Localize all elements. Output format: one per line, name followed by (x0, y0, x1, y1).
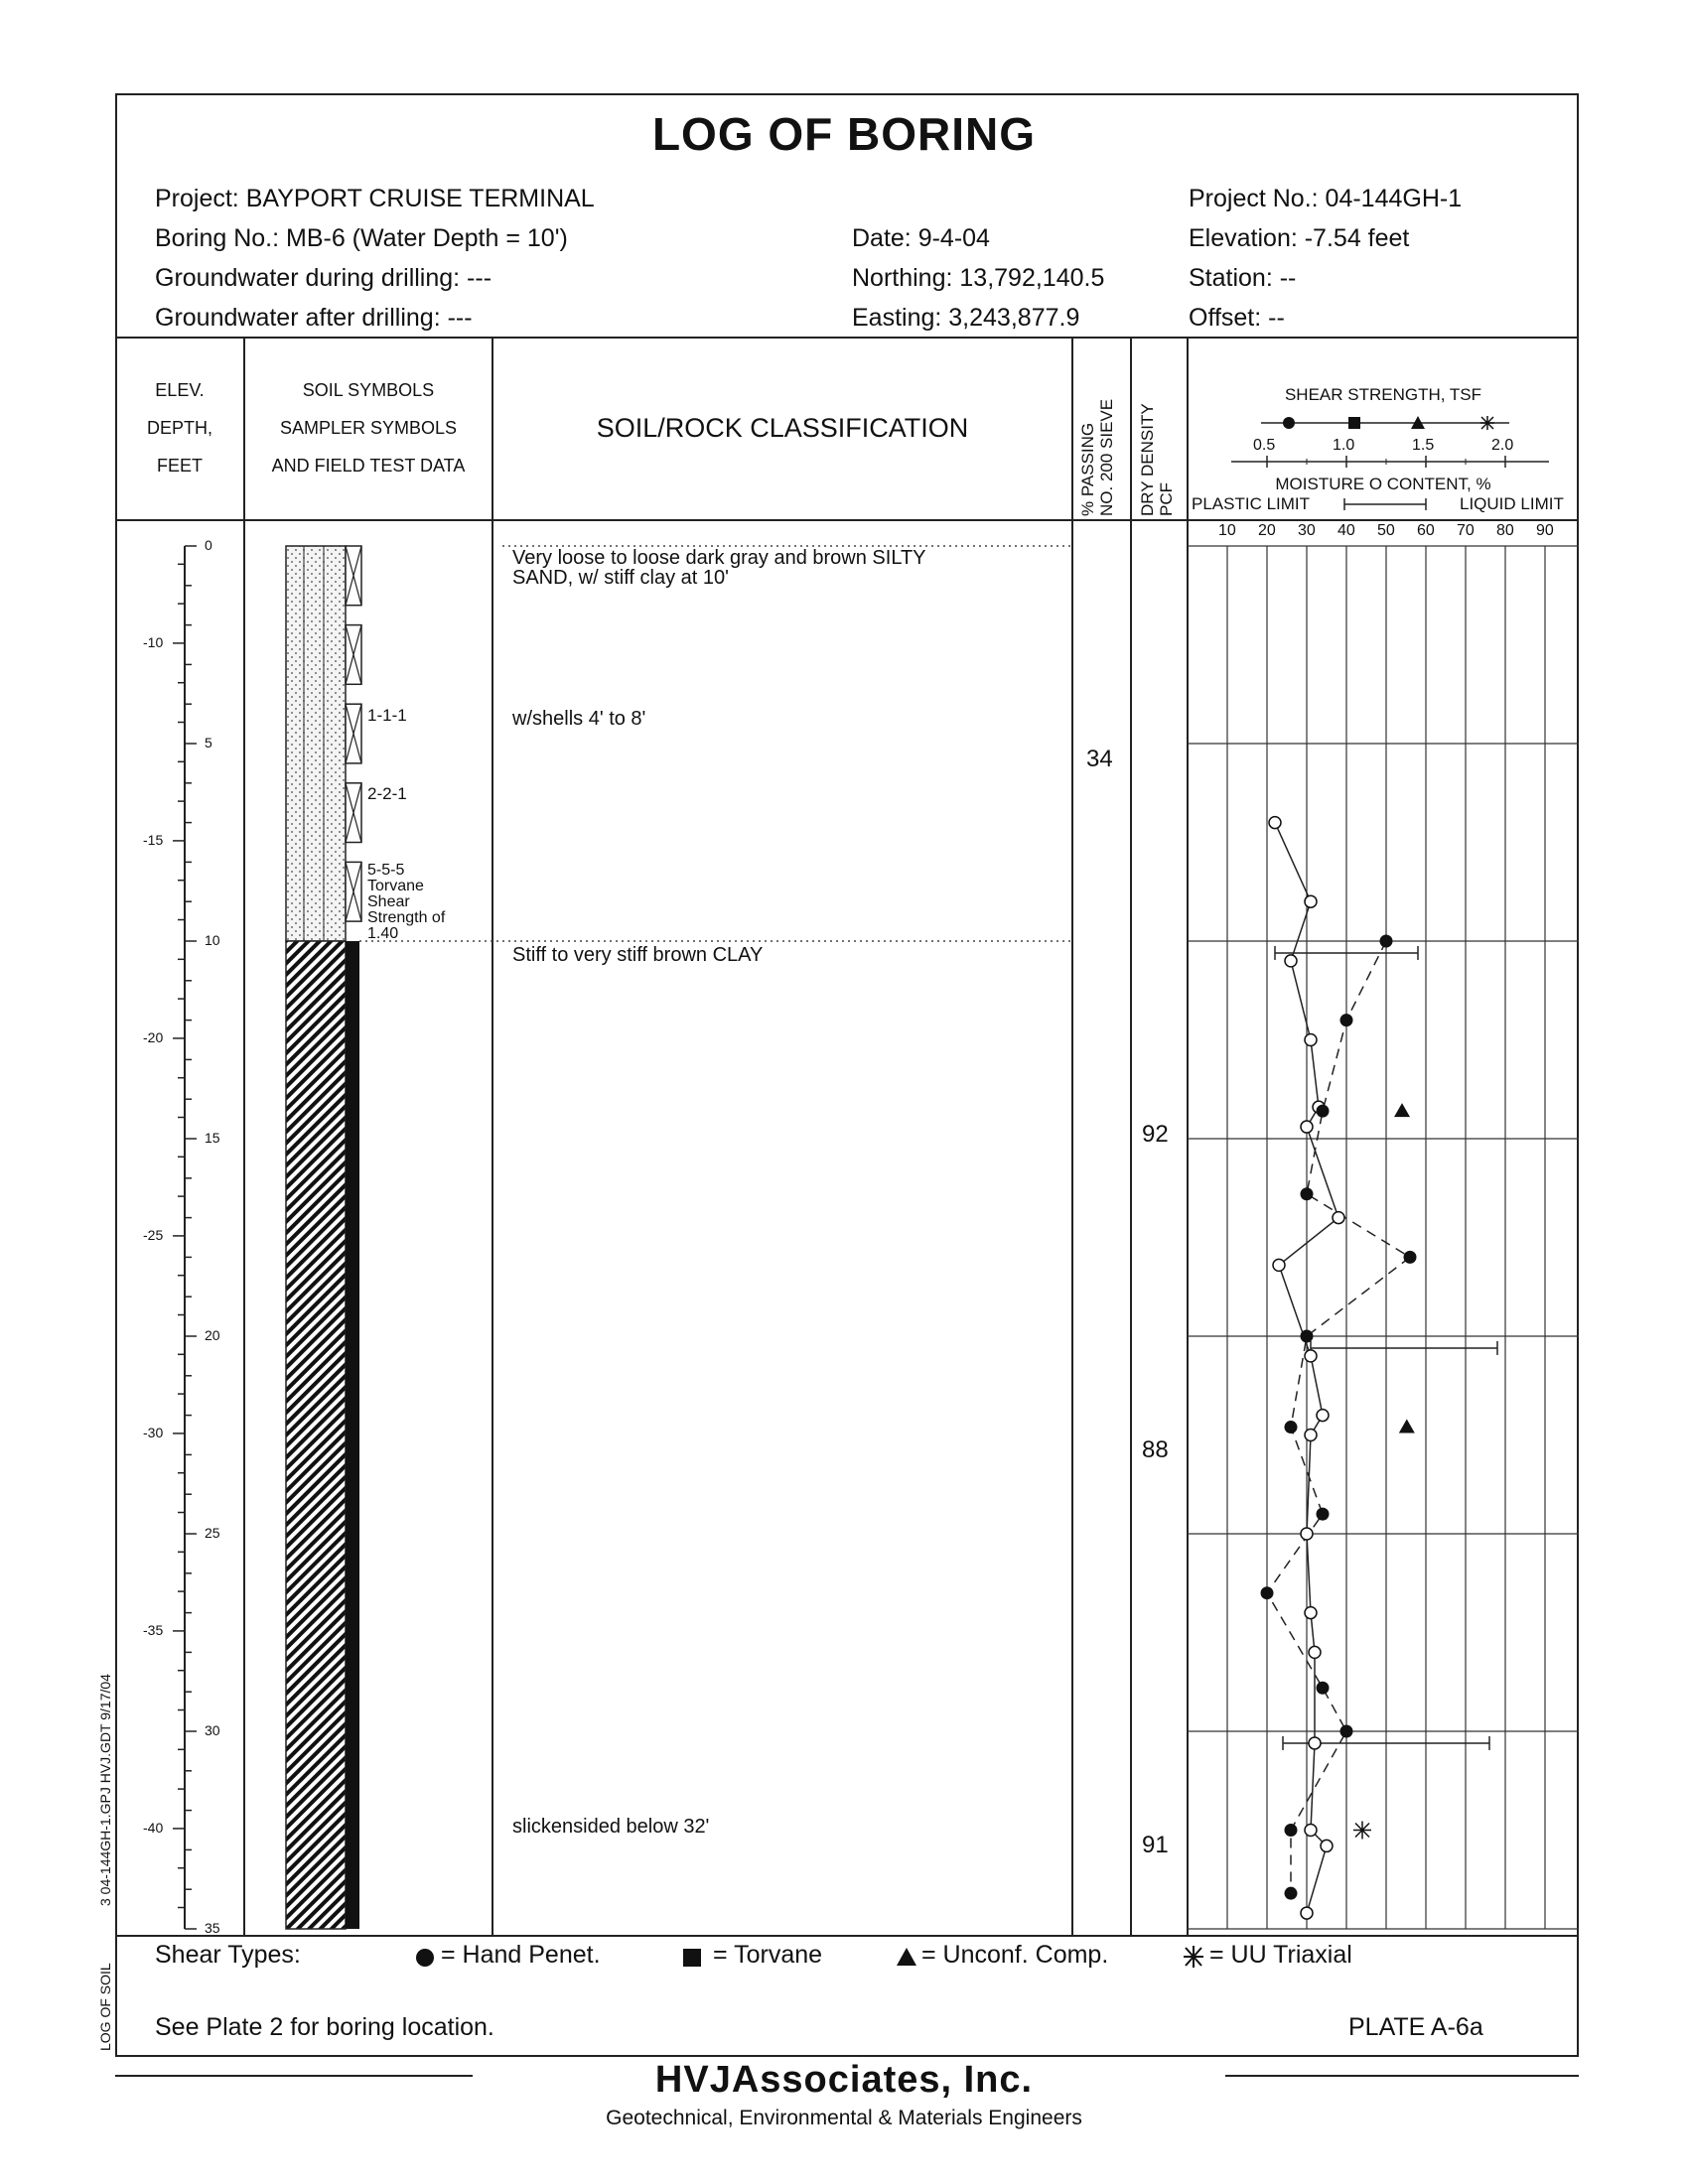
legend-hand-penet: = Hand Penet. (441, 1941, 601, 1969)
page-title: LOG OF BORING (651, 108, 1037, 160)
shear-tick-1: 1.0 (1333, 437, 1355, 454)
hand-penetrometer-point (1317, 1508, 1330, 1521)
hand-penetrometer-point (1317, 1682, 1330, 1695)
symbols-header (244, 371, 492, 484)
elevation: Elevation: -7.54 feet (1189, 224, 1410, 252)
depth-label: 15 (205, 1130, 220, 1146)
slickensided-note: slickensided below 32' (512, 1816, 710, 1838)
uu-legend-asterisk (1480, 416, 1494, 430)
moisture-tick-label: 90 (1536, 522, 1554, 539)
offset: Offset: -- (1189, 304, 1285, 332)
moisture-tick-label: 10 (1218, 522, 1236, 539)
elev-header-line2: DEPTH, (146, 418, 212, 438)
moisture-tick-label: 40 (1337, 522, 1355, 539)
elevation-label: -20 (143, 1028, 164, 1045)
shear-strength-title: SHEAR STRENGTH, TSF (1284, 385, 1482, 404)
moisture-point (1305, 1825, 1317, 1837)
groundwater-during: Groundwater during drilling: --- (155, 264, 492, 292)
project-name: Project: BAYPORT CRUISE TERMINAL (155, 185, 595, 212)
dry-density-value: 88 (1142, 1436, 1169, 1464)
station: Station: -- (1189, 264, 1297, 292)
clay-sampler-bar (346, 941, 359, 1929)
moisture-tick-label: 70 (1457, 522, 1475, 539)
elevation-label: -25 (143, 1226, 164, 1243)
hand-penetrometer-point (1340, 1014, 1353, 1026)
plate-number: PLATE A-6a (1348, 2013, 1483, 2041)
moisture-point (1301, 1528, 1313, 1540)
depth-label: 5 (205, 735, 212, 751)
moisture-point (1273, 1259, 1285, 1271)
moisture-point (1301, 1907, 1313, 1919)
boring-location-note: See Plate 2 for boring location. (155, 2013, 494, 2041)
layer1-line2: SAND, w/ stiff clay at 10' (512, 567, 729, 589)
company-tagline: Geotechnical, Environmental & Materials Engineers (606, 2107, 1082, 2129)
moisture-tick-label: 30 (1298, 522, 1316, 539)
depth-label: 0 (205, 537, 212, 553)
legend-torvane: = Torvane (713, 1941, 823, 1969)
moisture-point (1333, 1212, 1344, 1224)
moisture-tick-label: 60 (1417, 522, 1435, 539)
dry-density-value: 92 (1142, 1121, 1169, 1148)
depth-label: 10 (205, 932, 220, 948)
density-header-line2: PCF (1157, 482, 1176, 516)
depth-label: 25 (205, 1525, 220, 1541)
elev-header-line3: FEET (156, 456, 203, 476)
hand-penetrometer-point (1285, 1824, 1298, 1837)
unconfined-compression-point (1399, 1420, 1415, 1433)
shear-tick-0: 0.5 (1253, 437, 1276, 454)
moisture-point (1285, 955, 1297, 967)
classification-header: SOIL/ROCK CLASSIFICATION (596, 413, 969, 443)
depth-label: 35 (205, 1920, 220, 1936)
moisture-point (1305, 1350, 1317, 1362)
hand-penetrometer-point (1380, 935, 1393, 948)
northing: Northing: 13,792,140.5 (852, 264, 1105, 292)
hand-penetrometer-line (1267, 941, 1410, 1893)
layer1-line1: Very loose to loose dark gray and brown SILTY (512, 547, 926, 569)
layer2-description: Stiff to very stiff brown CLAY (512, 944, 764, 966)
depth-label: 20 (205, 1327, 220, 1343)
depth-label: 30 (205, 1722, 220, 1738)
shells-note: w/shells 4' to 8' (512, 708, 646, 730)
moisture-point (1305, 1430, 1317, 1441)
moisture-point (1269, 817, 1281, 829)
boring-date: Date: 9-4-04 (852, 224, 990, 252)
layer1-description (512, 548, 926, 588)
uu-triaxial-point (1353, 1822, 1371, 1840)
uu-triaxial-icon (1184, 1946, 1203, 1968)
moisture-tick-label: 20 (1258, 522, 1276, 539)
hand-penetrometer-point (1301, 1187, 1314, 1200)
groundwater-after: Groundwater after drilling: --- (155, 304, 473, 332)
boring-number: Boring No.: MB-6 (Water Depth = 10') (155, 224, 568, 252)
shear-tick-2: 1.5 (1412, 437, 1435, 454)
hand-penetrometer-point (1261, 1586, 1274, 1599)
field-test-3 (367, 863, 445, 942)
field-test-2: 2-2-1 (367, 784, 407, 803)
field-test-3-line4: Strength of (367, 909, 446, 926)
hand-penetrometer-point (1317, 1105, 1330, 1118)
elev-depth-header (115, 371, 244, 484)
elevation-label: -30 (143, 1424, 164, 1440)
clay-symbol (286, 941, 346, 1929)
elevation-label: -35 (143, 1621, 164, 1638)
hand-penetrometer-point (1340, 1725, 1353, 1738)
sidebar-file-info: 3 04-144GH-1.GPJ HVJ.GDT 9/17/04 (97, 1674, 113, 1906)
moisture-tick-label: 50 (1377, 522, 1395, 539)
legend-uu-triaxial: = UU Triaxial (1209, 1941, 1352, 1969)
moisture-point (1301, 1121, 1313, 1133)
moisture-point (1317, 1410, 1329, 1422)
dry-density-value: 91 (1142, 1832, 1169, 1859)
passing-header-line1: % PASSING (1078, 422, 1097, 516)
hand-penetrometer-point (1285, 1887, 1298, 1900)
symbols-header-line3: AND FIELD TEST DATA (271, 456, 466, 476)
passing-header-line2: NO. 200 SIEVE (1097, 398, 1116, 516)
field-test-1: 1-1-1 (367, 706, 407, 725)
hand-penetrometer-point (1285, 1421, 1298, 1433)
moisture-point (1309, 1737, 1321, 1749)
hand-penet-icon (416, 1949, 434, 1967)
symbols-header-line1: SOIL SYMBOLS (302, 380, 435, 400)
legend-unconf-comp: = Unconf. Comp. (921, 1941, 1109, 1969)
symbols-header-line2: SAMPLER SYMBOLS (279, 418, 458, 438)
field-test-3-line3: Shear (367, 893, 410, 910)
sidebar-log-label: LOG OF SOIL (97, 1963, 113, 2051)
elevation-label: -10 (143, 633, 164, 650)
moisture-point (1309, 1646, 1321, 1658)
passing-value: 34 (1086, 745, 1113, 772)
field-test-3-line5: 1.40 (367, 925, 399, 942)
project-number: Project No.: 04-144GH-1 (1189, 185, 1463, 212)
shear-types-label: Shear Types: (155, 1941, 301, 1969)
torvane-legend-square (1348, 417, 1360, 429)
liquid-limit-label: LIQUID LIMIT (1460, 494, 1564, 513)
moisture-point (1305, 895, 1317, 907)
hand-penetrometer-point (1301, 1330, 1314, 1343)
easting: Easting: 3,243,877.9 (852, 304, 1080, 332)
company-logo: HVJAssociates, Inc. (654, 2059, 1034, 2101)
plastic-limit-label: PLASTIC LIMIT (1192, 494, 1311, 513)
moisture-label: MOISTURE O CONTENT, % (1275, 475, 1491, 493)
field-test-3-line2: Torvane (367, 878, 424, 894)
shear-tick-3: 2.0 (1491, 437, 1514, 454)
moisture-point (1305, 1034, 1317, 1046)
hand-penet-legend-dot (1283, 417, 1295, 429)
density-header-line1: DRY DENSITY (1138, 403, 1157, 516)
torvane-icon (683, 1949, 701, 1967)
density-header (1138, 347, 1176, 516)
moisture-point (1321, 1840, 1333, 1851)
unconfined-compression-point (1394, 1103, 1410, 1117)
elev-header-line1: ELEV. (155, 380, 205, 400)
elevation-label: -15 (143, 831, 164, 848)
hand-penetrometer-point (1404, 1251, 1417, 1264)
unconf-comp-icon (897, 1948, 916, 1966)
elevation-label: -40 (143, 1819, 164, 1836)
moisture-tick-label: 80 (1496, 522, 1514, 539)
moisture-point (1305, 1607, 1317, 1619)
silty-sand-symbol (286, 546, 346, 941)
passing-header (1078, 347, 1116, 516)
field-test-3-blows: 5-5-5 (367, 862, 405, 879)
